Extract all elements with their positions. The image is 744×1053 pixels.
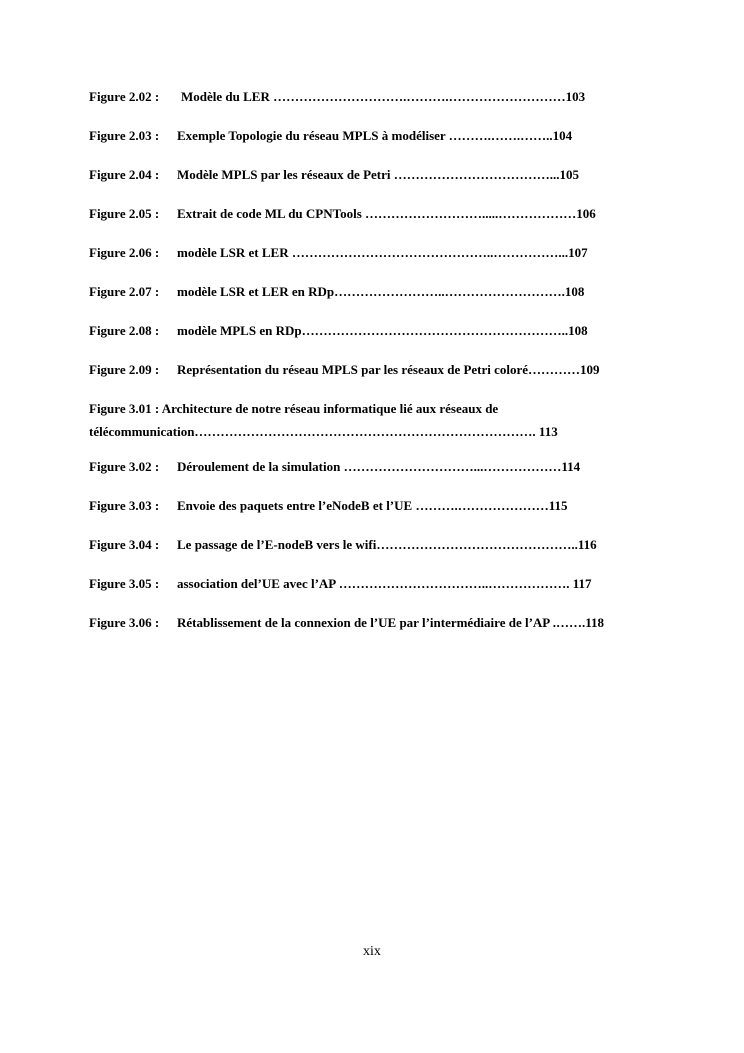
figure-title: Le passage de l’E-nodeB vers le wifi………………………………………..116 bbox=[177, 537, 597, 552]
figure-label: Figure 2.03 : bbox=[89, 128, 160, 143]
figure-label: Figure 2.04 : bbox=[89, 167, 160, 182]
figure-title-line-1: Figure 3.01 : Architecture de notre réseau informatique lié aux réseaux de bbox=[89, 401, 499, 416]
figure-title: modèle LSR et LER ………………………………………..……………...107 bbox=[177, 245, 588, 260]
figure-label: Figure 2.06 : bbox=[89, 245, 160, 260]
figure-label: Figure 3.04 : bbox=[89, 537, 160, 552]
figure-title: modèle MPLS en RDp……………………………………………………..108 bbox=[177, 323, 588, 338]
figure-title: Rétablissement de la connexion de l’UE par l’intermédiaire de l’AP .…….118 bbox=[177, 615, 605, 630]
figure-label: Figure 2.08 : bbox=[89, 323, 160, 338]
figure-title: Envoie des paquets entre l’eNodeB et l’UE ……….…………………115 bbox=[177, 498, 568, 513]
figure-label: Figure 3.06 : bbox=[89, 615, 160, 630]
toc-entry-figure-3-04 bbox=[89, 537, 669, 576]
list-of-figures bbox=[89, 89, 669, 654]
toc-entry-figure-2-03 bbox=[89, 128, 669, 167]
toc-entry-figure-3-02 bbox=[89, 459, 669, 498]
figure-title: Extrait de code ML du CPNTools ……………………….....………………106 bbox=[177, 206, 596, 221]
figure-label: Figure 2.09 : bbox=[89, 362, 160, 377]
figure-label: Figure 3.03 : bbox=[89, 498, 160, 513]
toc-entry-figure-2-09 bbox=[89, 362, 669, 401]
toc-entry-figure-2-04 bbox=[89, 167, 669, 206]
figure-title: Exemple Topologie du réseau MPLS à modéliser ……….…….……..104 bbox=[177, 128, 573, 143]
figure-title: Déroulement de la simulation …………………………...………………114 bbox=[177, 459, 581, 474]
toc-entry-figure-2-08 bbox=[89, 323, 669, 362]
toc-entry-figure-3-01 bbox=[89, 401, 669, 459]
figure-title-line-2: télécommunication……………………………………………………………………. 113 bbox=[89, 424, 558, 439]
toc-entry-figure-3-03 bbox=[89, 498, 669, 537]
toc-entry-figure-2-06 bbox=[89, 245, 669, 284]
figure-title: Modèle MPLS par les réseaux de Petri ………………………………...105 bbox=[177, 167, 579, 182]
toc-entry-figure-3-06 bbox=[89, 615, 669, 654]
figure-label: Figure 2.02 : bbox=[89, 89, 160, 104]
figure-title: association del’UE avec l’AP ……………………………..………………. 117 bbox=[177, 576, 592, 591]
figure-title: Modèle du LER ………………………….……….………………………103 bbox=[181, 89, 586, 104]
figure-label: Figure 2.07 : bbox=[89, 284, 160, 299]
figure-label: Figure 3.05 : bbox=[89, 576, 160, 591]
toc-entry-figure-2-07 bbox=[89, 284, 669, 323]
toc-entry-figure-3-05 bbox=[89, 576, 669, 615]
toc-entry-figure-2-02 bbox=[89, 89, 669, 128]
figure-label: Figure 3.02 : bbox=[89, 459, 160, 474]
figure-label: Figure 2.05 : bbox=[89, 206, 160, 221]
figure-title: Représentation du réseau MPLS par les réseaux de Petri coloré…………109 bbox=[177, 362, 600, 377]
figure-title: modèle LSR et LER en RDp……………………..……………………….108 bbox=[177, 284, 585, 299]
toc-entry-figure-2-05 bbox=[89, 206, 669, 245]
page-number: xix bbox=[363, 944, 381, 959]
